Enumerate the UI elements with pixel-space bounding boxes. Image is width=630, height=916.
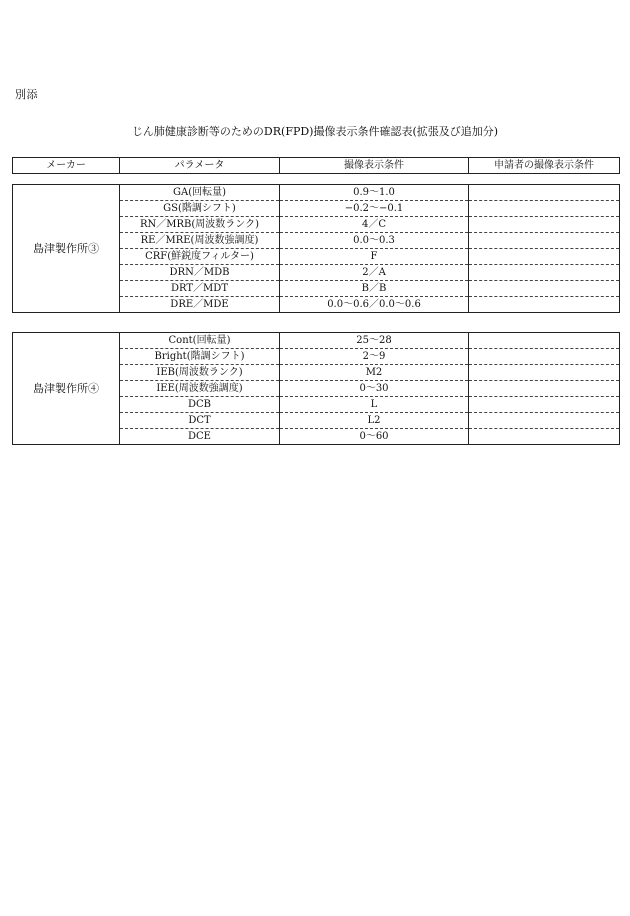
applicant-cell <box>469 201 620 217</box>
applicant-cell <box>469 281 620 297</box>
applicant-cell <box>469 397 620 413</box>
applicant-cell <box>469 217 620 233</box>
applicant-cell <box>469 429 620 445</box>
applicant-cell <box>469 413 620 429</box>
param-cell: IEE(周波数強調度) <box>120 381 280 397</box>
header-row <box>13 158 620 174</box>
value-cell: 0.9〜1.0 <box>280 185 469 201</box>
header-parameter: パラメータ <box>120 158 280 174</box>
param-cell: RE／MRE(周波数強調度) <box>120 233 280 249</box>
maker-cell: 島津製作所③ <box>13 185 120 313</box>
param-cell: DRN／MDB <box>120 265 280 281</box>
applicant-cell <box>469 333 620 349</box>
applicant-cell <box>469 297 620 313</box>
param-cell: GA(回転量) <box>120 185 280 201</box>
param-cell: CRF(鮮鋭度フィルター) <box>120 249 280 265</box>
group-table-1 <box>12 184 620 313</box>
param-cell: Bright(階調シフト) <box>120 349 280 365</box>
value-cell: 0〜30 <box>280 381 469 397</box>
value-cell: 0.0〜0.6／0.0〜0.6 <box>280 297 469 313</box>
value-cell: 2〜9 <box>280 349 469 365</box>
document-title: じん肺健康診断等のためのDR(FPD)撮像表示条件確認表(拡張及び追加分) <box>131 125 499 138</box>
applicant-cell <box>469 381 620 397</box>
annex-label: 別添 <box>15 88 38 101</box>
value-cell: −0.2〜−0.1 <box>280 201 469 217</box>
value-cell: F <box>280 249 469 265</box>
table-row <box>13 185 620 201</box>
value-cell: 25〜28 <box>280 333 469 349</box>
applicant-cell <box>469 233 620 249</box>
value-cell: L <box>280 397 469 413</box>
value-cell: B／B <box>280 281 469 297</box>
param-cell: DCE <box>120 429 280 445</box>
value-cell: 4／C <box>280 217 469 233</box>
param-cell: DRE／MDE <box>120 297 280 313</box>
table-header <box>12 157 620 174</box>
maker-cell: 島津製作所④ <box>13 333 120 445</box>
param-cell: DCT <box>120 413 280 429</box>
param-cell: Cont(回転量) <box>120 333 280 349</box>
applicant-cell <box>469 365 620 381</box>
group-table-2 <box>12 332 620 445</box>
applicant-cell <box>469 249 620 265</box>
applicant-cell <box>469 349 620 365</box>
header-applicant-condition: 申請者の撮像表示条件 <box>469 158 620 174</box>
param-cell: IEB(周波数ランク) <box>120 365 280 381</box>
applicant-cell <box>469 265 620 281</box>
value-cell: L2 <box>280 413 469 429</box>
value-cell: 0.0〜0.3 <box>280 233 469 249</box>
applicant-cell <box>469 185 620 201</box>
param-cell: GS(階調シフト) <box>120 201 280 217</box>
param-cell: RN／MRB(周波数ランク) <box>120 217 280 233</box>
table-row <box>13 333 620 349</box>
value-cell: 0〜60 <box>280 429 469 445</box>
param-cell: DRT／MDT <box>120 281 280 297</box>
value-cell: M2 <box>280 365 469 381</box>
value-cell: 2／A <box>280 265 469 281</box>
header-maker: メーカー <box>13 158 120 174</box>
header-condition: 撮像表示条件 <box>280 158 469 174</box>
param-cell: DCB <box>120 397 280 413</box>
